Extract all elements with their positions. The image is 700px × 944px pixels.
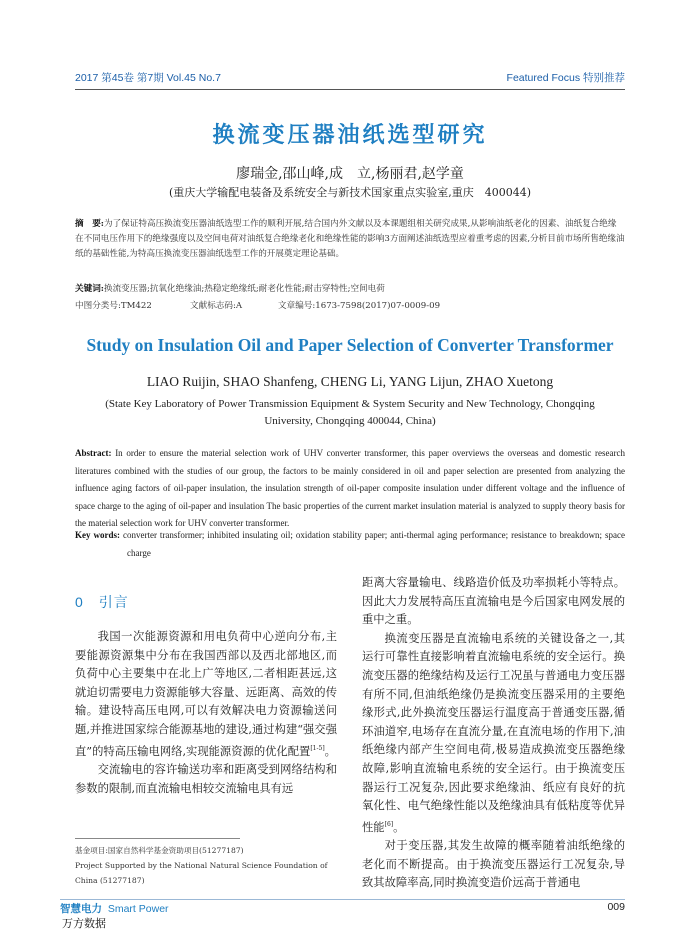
footer-rule bbox=[60, 899, 625, 900]
cn-abstract-label: 摘 要: bbox=[75, 219, 104, 229]
body-left-column bbox=[75, 628, 337, 798]
en-authors: LIAO Ruijin, SHAO Shanfeng, CHENG Li, YANG Lijun, ZHAO Xuetong bbox=[146, 374, 554, 389]
en-keywords-text: converter transformer; inhibited insulating oil; oxidation stability paper; anti-thermal aging performance; resistance to breakdown; space charge bbox=[122, 530, 626, 558]
en-keywords-label: Key words: bbox=[75, 530, 120, 540]
cn-title: 换流变压器油纸选型研究 bbox=[212, 122, 488, 148]
paragraph: 距离大容量输电、线路造价低及功率损耗小等特点。因此大力发展特高压直流输电是今后国家电网发展的重中之重。 bbox=[362, 576, 625, 627]
body-right-column bbox=[362, 574, 625, 893]
citation: [1-5] bbox=[310, 744, 325, 752]
paragraph: 换流变压器是直流输电系统的关键设备之一,其运行可靠性直接影响着直流输电系统的安全运行。换流变压器的绝缘结构及运行工况虽与普通电力变压器有所不同,但油纸绝缘仍是换流变压器采用的主要绝缘形式,此外换流变压器运行温度高于普通变压器,循环油道窄,电场存在直流分量,在直流电场的作用下,油纸绝缘内部产生空间电荷,极易造成换流变压器绝缘故障,影响直流输电系统的安全运行。由于换流变压器运行工况复杂,因此要求绝缘油、纸应有良好的抗氧化性、电气绝缘性能以及绝缘油具有低粘度等优异性能[6]。 bbox=[362, 631, 625, 834]
footnote bbox=[75, 843, 337, 888]
cn-affiliation: (重庆大学输配电装备及系统安全与新技术国家重点实验室,重庆 400044) bbox=[168, 186, 532, 199]
en-keywords bbox=[75, 527, 625, 562]
citation: [6] bbox=[384, 820, 394, 828]
footnote-cn: 基金项目:国家自然科学基金资助项目(51277187) bbox=[75, 846, 244, 855]
en-title: Study on Insulation Oil and Paper Selection of Converter Transformer bbox=[86, 335, 614, 355]
footnote-en: Project Supported by the National Natural Science Foundation of China (51277187) bbox=[75, 861, 328, 885]
document-code: 文献标志码:A bbox=[190, 301, 243, 311]
journal-logo: 智慧电力 bbox=[60, 903, 102, 915]
header-rule bbox=[75, 89, 625, 90]
cn-keywords bbox=[75, 282, 625, 297]
cn-meta bbox=[75, 299, 625, 314]
en-abstract-text: In order to ensure the material selection work of UHV converter transformer, this paper overviews the overseas and domestic research literatures combined with the studies of our group, the factors to be mainly considered in oil and paper selection are presented from analyzing the influence aging factors of oil-paper insulation, the insulation strength of oil-paper composite insulation under different voltage and the influence of space charge to the aging of oil-paper and insulation The basic properties of the current market insulation material is analyzed to supply theory basis for the material selection work for UHV converter transformer. bbox=[75, 448, 626, 528]
page-number: 009 bbox=[607, 901, 625, 913]
footer-brand bbox=[60, 901, 169, 916]
en-abstract-label: Abstract: bbox=[75, 448, 112, 458]
footnote-rule bbox=[75, 838, 240, 839]
cn-authors: 廖瑞金,邵山峰,成 立,杨丽君,赵学童 bbox=[236, 166, 464, 182]
en-affiliation: (State Key Laboratory of Power Transmission Equipment & System Security and New Technology, Chongqing University, Chongqing 400044, China) bbox=[105, 398, 595, 427]
article-number: 文章编号:1673-7598(2017)07-0009-09 bbox=[278, 301, 441, 311]
clc-number: 中图分类号:TM422 bbox=[75, 301, 152, 311]
paragraph: 交流输电的容许输送功率和距离受到网络结构和参数的限制,而直流输电相较交流输电具有远 bbox=[75, 762, 337, 795]
journal-name: Smart Power bbox=[107, 903, 169, 915]
paragraph: 对于变压器,其发生故障的概率随着油纸绝缘的老化而不断提高。由于换流变压器运行工况复杂,导致其故障率高,同时换流变造价远高于普通电 bbox=[362, 839, 625, 890]
cn-keywords-label: 关键词: bbox=[75, 284, 104, 294]
en-abstract bbox=[75, 445, 625, 533]
cn-keywords-text: 换流变压器;抗氧化绝缘油;热稳定绝缘纸;耐老化性能;耐击穿特性;空间电荷 bbox=[103, 284, 385, 294]
paragraph-text: 换流变压器是直流输电系统的关键设备之一,其运行可靠性直接影响着直流输电系统的安全运行。换流变压器的绝缘结构及运行工况虽与普通电力变压器有所不同,但油纸绝缘仍是换流变压器采用的主要绝缘形式,此外换流变压器运行温度高于普通变压器,循环油道窄,电场存在直流分量,在直流电场的作用下,油纸绝缘内部产生空间电荷,极易造成换流变压器绝缘故障,影响直流输电系统的安全运行。由于换流变压器运行工况复杂,因此要求绝缘油、纸应有良好的抗氧化性、电气绝缘性能以及绝缘油具有低粘度等优异性能 bbox=[362, 631, 625, 834]
section-title: 0 引言 bbox=[75, 594, 129, 610]
cn-abstract-text: 为了保证特高压换流变压器油纸选型工作的顺利开展,结合国内外文献以及本课题组相关研究成果,从影响油纸老化的因素、油纸复合绝缘在不同电压作用下的绝缘强度以及空间电荷对油纸复合绝缘老化和绝缘性能的影响3方面阐述油纸选型应着重考虑的因素,分析目前市场所售绝缘油纸的基础性能,为特高压换流变压器油纸选型工作的开展奠定理论基础。 bbox=[75, 219, 625, 259]
cn-abstract bbox=[75, 217, 625, 262]
journal-issue: 2017 第45卷 第7期 Vol.45 No.7 bbox=[75, 72, 221, 84]
watermark: 万方数据 bbox=[62, 917, 106, 930]
paragraph: 我国一次能源资源和用电负荷中心逆向分布,主要能源资源集中分布在我国西部以及西北部地区,而负荷中心主要集中在北上广等地区,二者相距甚远,这就迫切需要电力资源能够大容量、远距离、高效的传输。建设特高压电网,可以有效解决电力资源输送问题,并推进国家综合能源基地的建设,通过构建“强交强直”的特高压输电网络,实现能源资源的优化配置[1-5]。 bbox=[75, 630, 337, 758]
column-label: Featured Focus 特别推荐 bbox=[506, 72, 625, 84]
paragraph-text: 我国一次能源资源和用电负荷中心逆向分布,主要能源资源集中分布在我国西部以及西北部地区,而负荷中心主要集中在北上广等地区,二者相距甚远,这就迫切需要电力资源能够大容量、远距离、高效的传输。建设特高压电网,可以有效解决电力资源输送问题,并推进国家综合能源基地的建设,通过构建“强交强直”的特高压输电网络,实现能源资源的优化配置 bbox=[75, 630, 337, 758]
